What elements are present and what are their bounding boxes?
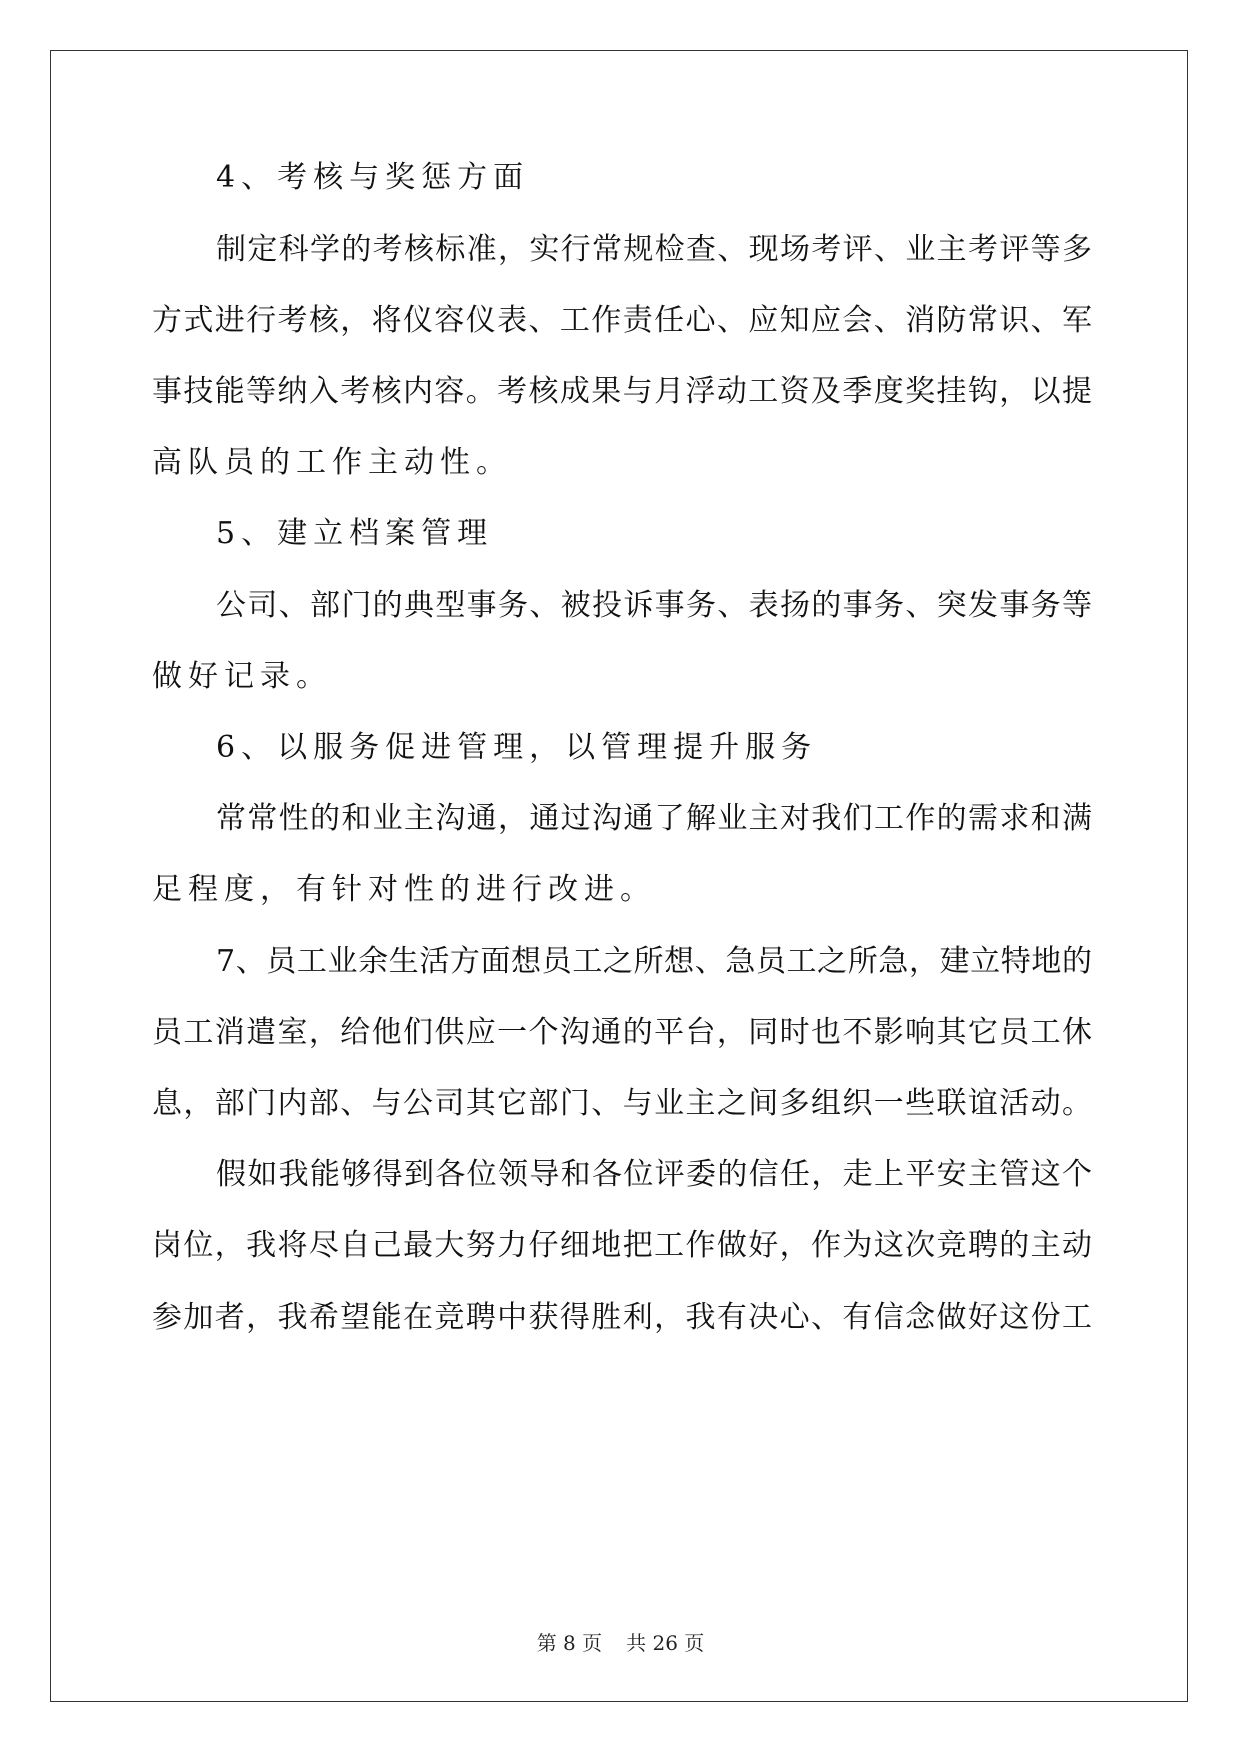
paragraph-line: 足程度，有针对性的进行改进。 (152, 872, 656, 907)
paragraph-line: 参加者，我希望能在竞聘中获得胜利，我有决心、有信念做好这份工 (152, 1300, 1092, 1335)
paragraph-line: 假如我能够得到各位领导和各位评委的信任，走上平安主管这个 (216, 1157, 1092, 1192)
paragraph-line: 方式进行考核，将仪容仪表、工作责任心、应知应会、消防常识、军 (152, 303, 1092, 338)
section-heading-6: 6、以服务促进管理，以管理提升服务 (216, 730, 818, 765)
paragraph-line: 岗位，我将尽自己最大努力仔细地把工作做好，作为这次竞聘的主动 (152, 1228, 1092, 1263)
page-number: 第 8 页 (536, 1631, 603, 1655)
paragraph-line: 员工消遣室，给他们供应一个沟通的平台，同时也不影响其它员工休 (152, 1015, 1092, 1050)
paragraph-line: 制定科学的考核标准，实行常规检查、现场考评、业主考评等多 (216, 232, 1092, 267)
page-total: 共 26 页 (626, 1631, 705, 1655)
paragraph-line: 常常性的和业主沟通，通过沟通了解业主对我们工作的需求和满 (216, 801, 1092, 836)
section-heading-7: 7、员工业余生活方面想员工之所想、急员工之所急，建立特地的 (216, 944, 1092, 979)
paragraph-line: 高队员的工作主动性。 (152, 445, 512, 480)
paragraph-line: 做好记录。 (152, 659, 332, 694)
section-heading-4: 4、考核与奖惩方面 (216, 160, 530, 195)
page-footer (0, 1630, 1241, 1656)
paragraph-line: 事技能等纳入考核内容。考核成果与月浮动工资及季度奖挂钩，以提 (152, 374, 1092, 409)
paragraph-line: 息，部门内部、与公司其它部门、与业主之间多组织一些联谊活动。 (152, 1086, 1092, 1121)
section-heading-5: 5、建立档案管理 (216, 516, 494, 551)
paragraph-line: 公司、部门的典型事务、被投诉事务、表扬的事务、突发事务等 (216, 588, 1092, 623)
